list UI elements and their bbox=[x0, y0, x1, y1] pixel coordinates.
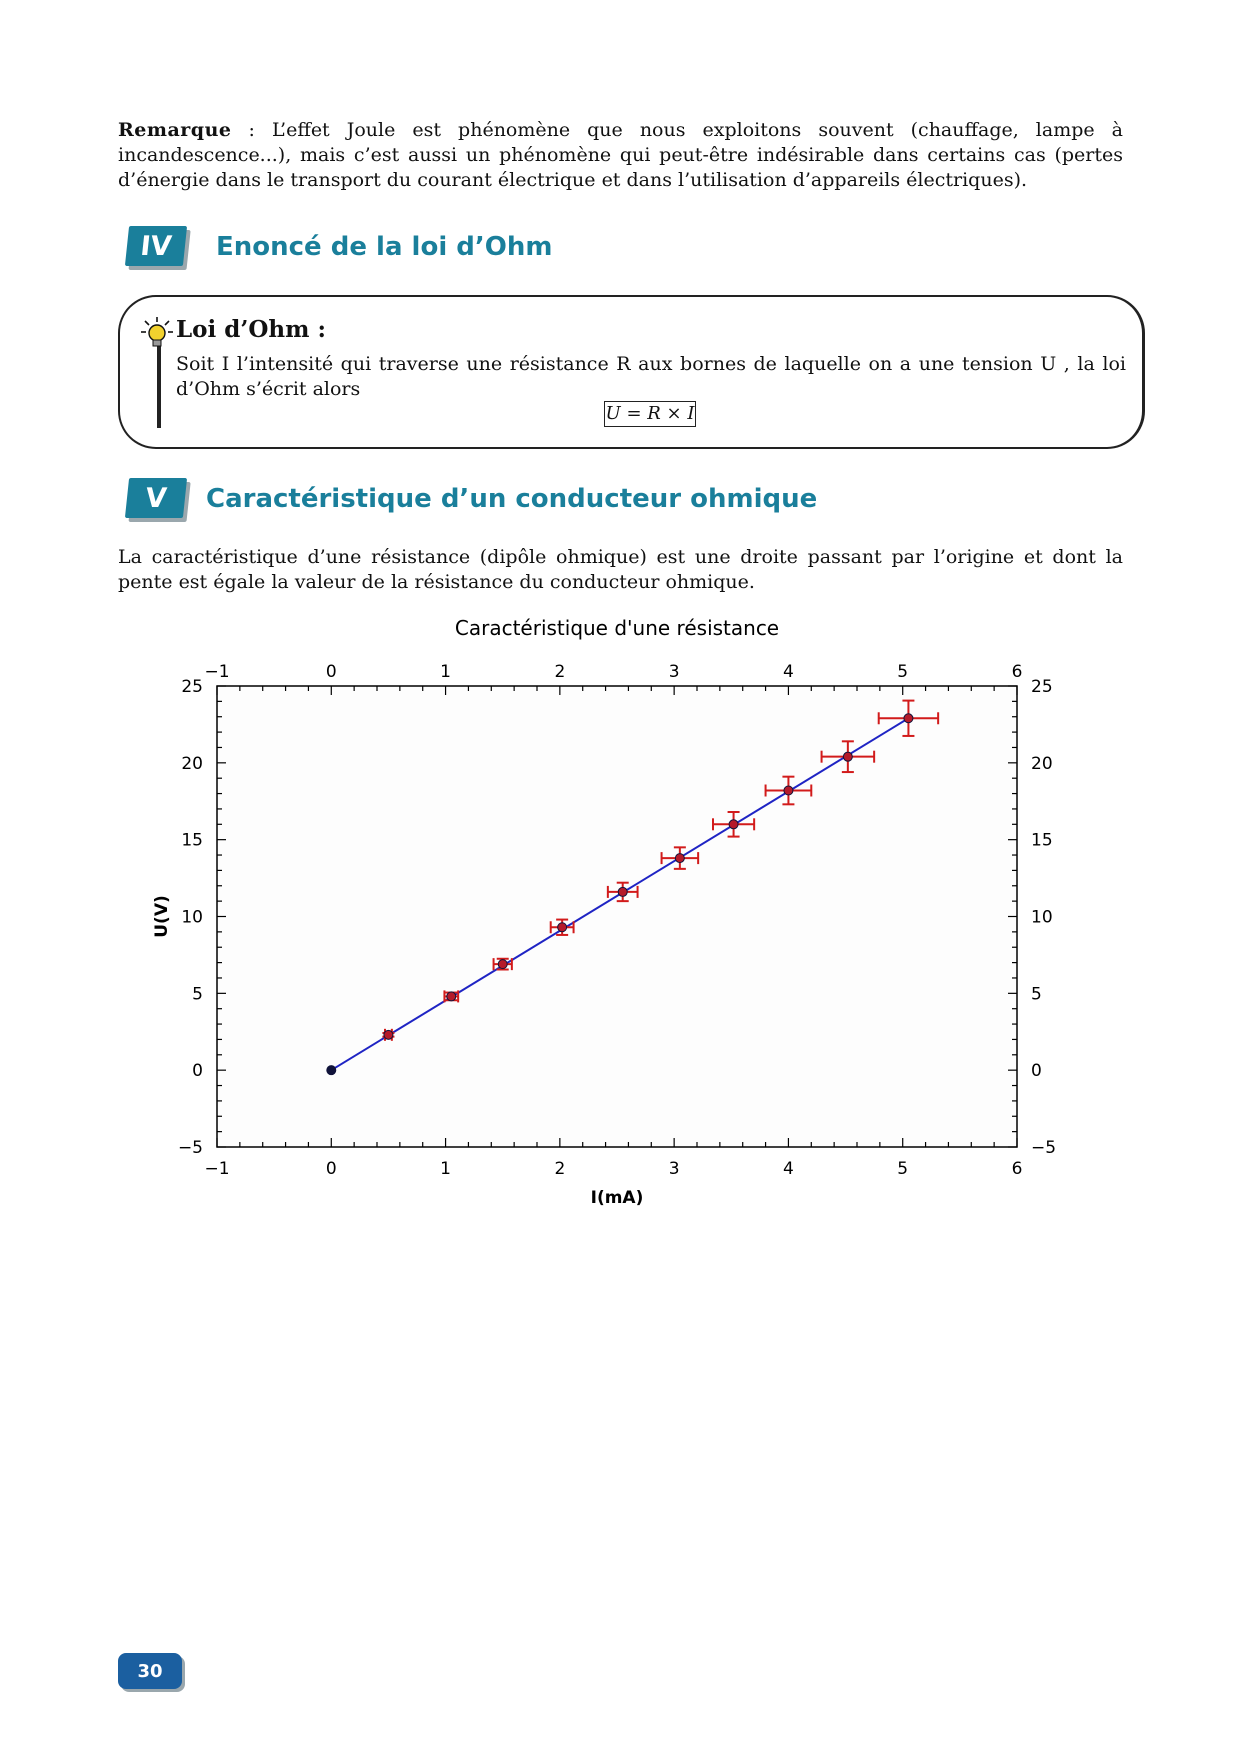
y-tick-label-left: 0 bbox=[192, 1061, 203, 1082]
x-tick-label-bottom: 4 bbox=[783, 1159, 794, 1179]
lightbulb-icon bbox=[140, 316, 174, 350]
y-tick-label-right: 25 bbox=[1031, 677, 1053, 697]
data-point bbox=[784, 786, 793, 795]
page-number: 30 bbox=[118, 1653, 182, 1689]
section-title: Enoncé de la loi d’Ohm bbox=[216, 232, 553, 262]
x-tick-label-top: 4 bbox=[783, 662, 794, 682]
data-point bbox=[843, 752, 852, 761]
remark-label: Remarque bbox=[118, 119, 232, 141]
y-tick-label-left: 10 bbox=[181, 907, 203, 928]
x-tick-label-top: 1 bbox=[440, 662, 451, 682]
x-tick-label-top: 3 bbox=[668, 662, 680, 682]
data-point bbox=[447, 992, 456, 1001]
section-number-badge: IV bbox=[125, 226, 187, 266]
x-tick-label-bottom: 2 bbox=[554, 1159, 566, 1179]
data-point bbox=[729, 820, 738, 829]
x-tick-label-bottom: 6 bbox=[1011, 1159, 1023, 1179]
section-number-badge: V bbox=[125, 478, 187, 518]
y-axis-label: U(V) bbox=[152, 895, 172, 938]
y-tick-label-left: 5 bbox=[192, 984, 203, 1005]
data-point bbox=[904, 714, 913, 723]
y-tick-label-left: 20 bbox=[181, 753, 203, 774]
data-point bbox=[498, 960, 507, 969]
section-title: Caractéristique d’un conducteur ohmique bbox=[206, 484, 818, 514]
y-tick-label-right: 15 bbox=[1031, 830, 1053, 851]
x-tick-label-bottom: 1 bbox=[440, 1159, 451, 1179]
y-tick-label-left: −5 bbox=[177, 1138, 203, 1158]
data-point bbox=[618, 887, 627, 896]
y-tick-label-right: 10 bbox=[1031, 907, 1053, 928]
chart bbox=[145, 610, 1090, 1215]
x-tick-label-top: 0 bbox=[325, 662, 337, 682]
x-tick-label-bottom: 0 bbox=[325, 1159, 337, 1179]
x-tick-label-bottom: 3 bbox=[668, 1159, 680, 1179]
y-tick-label-left: 15 bbox=[181, 830, 203, 851]
chart-title: Caractéristique d'une résistance bbox=[454, 616, 780, 640]
chart-svg bbox=[145, 610, 1090, 1215]
x-tick-label-top: 5 bbox=[897, 662, 909, 682]
y-tick-label-right: 5 bbox=[1031, 984, 1042, 1005]
law-title: Loi d’Ohm : bbox=[176, 316, 326, 343]
data-point bbox=[558, 923, 567, 932]
y-tick-label-right: 20 bbox=[1031, 753, 1053, 774]
remark-text: : L’effet Joule est phénomène que nous exploitons souvent (chauffage, lampe à incandescence...), mais c’est aussi un phénomène qui peut-être indésirable dans certains cas (pertes d’énergie dans le transport du courant électrique et dans l’utilisation d’appareils électriques). bbox=[118, 119, 1123, 191]
ohm-formula: U = R × I bbox=[604, 401, 696, 427]
y-tick-label-left: 25 bbox=[181, 677, 203, 697]
remark-paragraph bbox=[118, 118, 1123, 193]
data-point bbox=[327, 1066, 336, 1075]
plot-area bbox=[217, 686, 1017, 1147]
x-tick-label-top: −1 bbox=[204, 662, 230, 682]
data-point bbox=[384, 1030, 393, 1039]
x-tick-label-top: 2 bbox=[554, 662, 566, 682]
law-text: Soit I l’intensité qui traverse une résistance R aux bornes de laquelle on a une tension U , la loi d’Ohm s’écrit alors bbox=[176, 353, 1126, 400]
law-bar bbox=[157, 340, 161, 428]
intro-paragraph: La caractéristique d’une résistance (dipôle ohmique) est une droite passant par l’origine et dont la pente est égale la valeur de la résistance du conducteur ohmique. bbox=[118, 546, 1123, 593]
x-tick-label-bottom: 5 bbox=[897, 1159, 909, 1179]
x-tick-label-top: 6 bbox=[1011, 662, 1023, 682]
x-tick-label-bottom: −1 bbox=[204, 1159, 230, 1179]
y-tick-label-right: 0 bbox=[1031, 1061, 1042, 1082]
x-axis-label: I(mA) bbox=[590, 1188, 644, 1208]
data-point bbox=[675, 854, 684, 863]
y-tick-label-right: −5 bbox=[1031, 1138, 1057, 1158]
